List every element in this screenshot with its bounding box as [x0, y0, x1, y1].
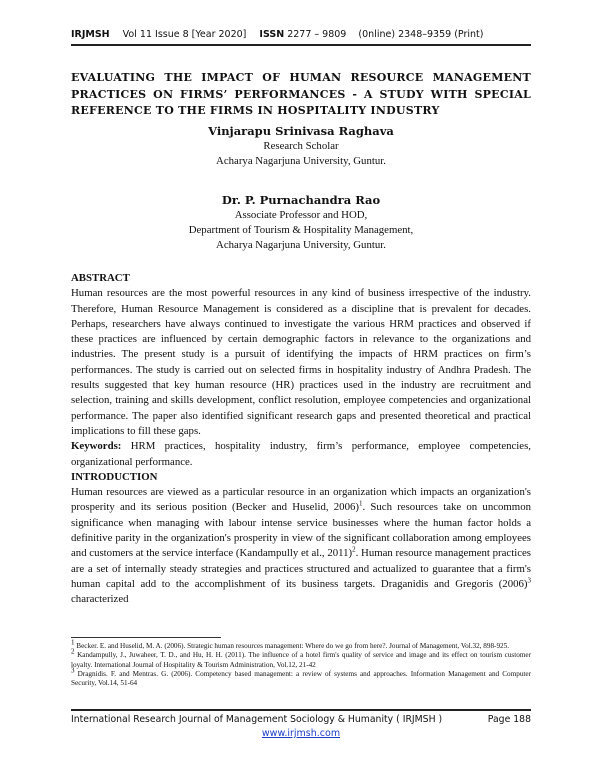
footnote-divider [71, 637, 221, 638]
footnote-3-number: 3 [71, 666, 75, 675]
abstract-heading: ABSTRACT [71, 272, 130, 284]
issn-values: 2277 – 9809 (0nline) 2348–9359 (Print) [287, 29, 484, 40]
footnotes [71, 638, 531, 688]
footnote-3 [71, 666, 531, 689]
journal-website-link[interactable]: www.irjmsh.com [261, 728, 341, 739]
running-footer [71, 714, 531, 725]
author1-block [71, 124, 531, 169]
abstract-text: Human resources are the most powerful resources in any kind of business irrespective of the industry. Therefore, Human Resource Management is considered as a discipline that is prevalent for decades. Perhaps, researchers have always continued to investigate the various HRM practices and observed if these practices are influenced by certain demographic factors in relevance to the organizations and industries. The present study is a pursuit of identifying the impacts of HRM practices on firm’s performances. The study is carried out on selected firms in hospitality industry of Andhra Pradesh. The results suggested that key human resource (HR) practices used in the industry are recruitment and selection, training and skills development, conflict resolution, employee competencies and organizational performance. The paper also identified significant research gaps and presented theoretical and practical implications to fill these gaps. [71, 287, 531, 437]
footnote-2-number: 2 [71, 647, 75, 656]
author2-role: Associate Professor and HOD, [234, 209, 368, 221]
intro-part-2: . Such resources take on uncommon significance when managing with labour intense service businesses where the human factor holds a definitive parity in the organization's prosperity in view of the significant collaboration among employees and customers at the service interface (Kandampully et al., 2011) [71, 501, 531, 560]
author2-department: Department of Tourism & Hospitality Management, [188, 224, 414, 236]
footnote-1 [71, 638, 531, 651]
introduction-heading: INTRODUCTION [71, 470, 158, 483]
footnote-ref-2[interactable]: 2 [352, 545, 356, 554]
footnote-3-text: Dragnidis. F. and Mentras. G. (2006). Competency based management: a review of systems and approaches. Information Management and Computer Security, Vol.14, 51-64 [71, 669, 531, 688]
page-number: Page 188 [487, 714, 531, 725]
author1-name: Vinjarapu Srinivasa Raghava [208, 124, 394, 138]
main-text [71, 271, 531, 608]
footer-journal: International Research Journal of Management Sociology & Humanity ( IRJMSH ) [71, 714, 443, 725]
footnote-ref-3[interactable]: 3 [527, 576, 531, 585]
journal-abbr: IRJMSH [71, 29, 110, 40]
introduction-text [71, 485, 531, 607]
header-divider [71, 44, 531, 46]
running-header [71, 29, 493, 40]
author2-name: Dr. P. Purnachandra Rao [221, 193, 381, 207]
footnote-1-number: 1 [71, 638, 75, 647]
author1-role: Research Scholar [263, 140, 339, 152]
intro-part-1: Human resources are viewed as a particular resource in an organization which impacts an organization's prosperity and its serious position (Becker and Huselid, 2006) [71, 486, 531, 514]
keywords-text: HRM practices, hospitality industry, firm’s performance, employee competencies, organizational performance. [71, 440, 531, 468]
intro-part-4: characterized [71, 593, 129, 606]
issn-label: ISSN [259, 29, 285, 40]
volume-info: Vol 11 Issue 8 [Year 2020] [122, 29, 247, 40]
author1-affiliation: Acharya Nagarjuna University, Guntur. [216, 155, 386, 167]
author2-affiliation: Acharya Nagarjuna University, Guntur. [216, 239, 386, 251]
footnote-1-text: Becker. E. and Huselid, M. A. (2006). Strategic human resources management: Where do we go from here?. Journal of Management, Vol.32, 898-925. [74, 642, 510, 650]
footnote-ref-1[interactable]: 1 [358, 499, 363, 508]
keywords [71, 439, 531, 470]
footnote-2 [71, 647, 531, 670]
author2-block [71, 193, 531, 253]
footnote-2-text: Kandampully, J., Juwaheer, T. D., and Hu, H. H. (2011). The influence of a hotel firm's quality of service and image and its effect on tourism customer loyalty. International Journal of Hospitality & Tourism Administration, Vol.12, 21-42 [71, 651, 531, 669]
footer-divider [71, 709, 531, 711]
paper-title: EVALUATING THE IMPACT OF HUMAN RESOURCE MANAGEMENT PRACTICES ON FIRMS’ PERFORMANCES - A STUDY WITH SPECIAL REFERENCE TO THE FIRMS IN HOSPITALITY INDUSTRY [71, 71, 531, 117]
intro-part-3: . Human resource management practices are a set of internally steady strategies and practices structured and actualized to guarantee that a firm's human capital add to the accomplishment of its business targets. Draganidis and Gregoris (2006) [71, 547, 532, 590]
keywords-label: Keywords: [71, 440, 122, 453]
